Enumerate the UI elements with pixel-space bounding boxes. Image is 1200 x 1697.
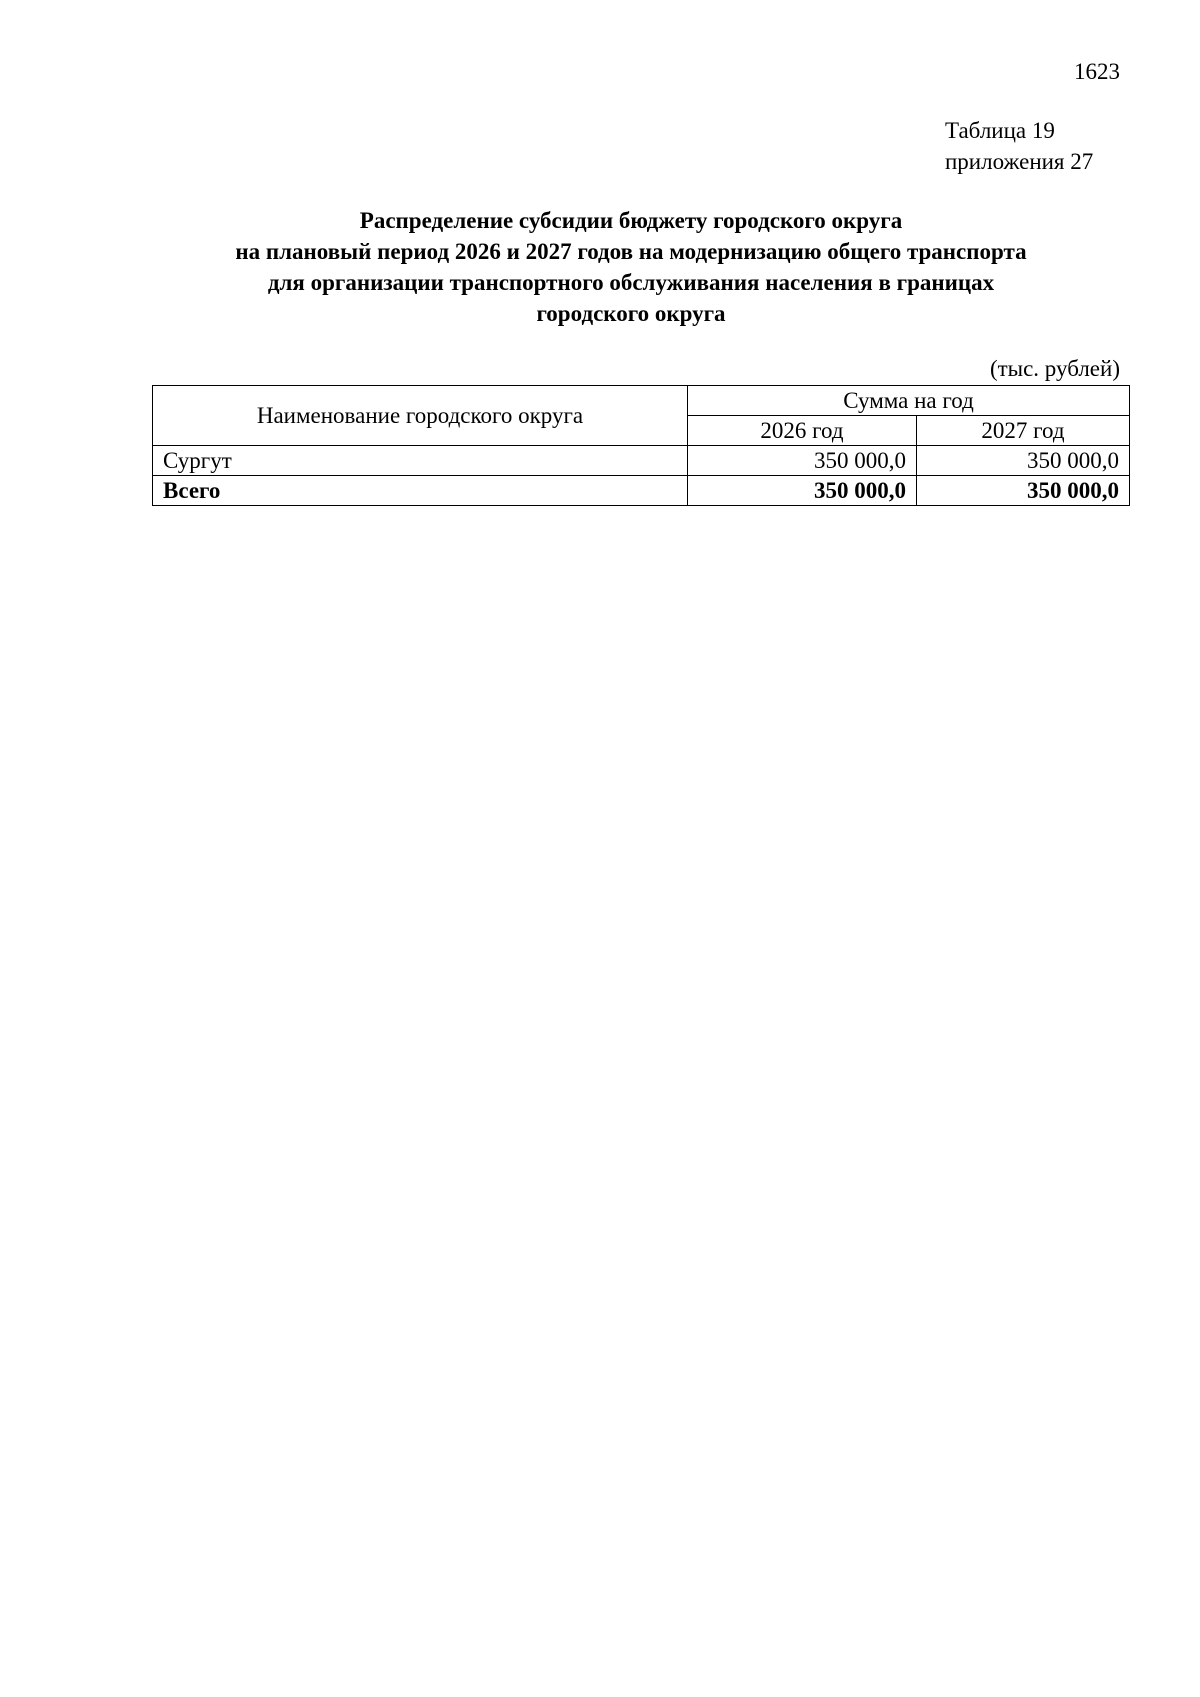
title-line: на плановый период 2026 и 2027 годов на модернизацию общего транспорта: [235, 239, 1027, 264]
table-reference: [945, 115, 1093, 177]
table-total-row: [153, 476, 1130, 506]
row-value-2026: 350 000,0: [688, 446, 917, 476]
document-title: [150, 205, 1112, 329]
row-name: Сургут: [153, 446, 688, 476]
header-sum-group: Сумма на год: [688, 386, 1130, 416]
total-value-2026: 350 000,0: [688, 476, 917, 506]
table-reference-line: приложения 27: [945, 149, 1094, 174]
units-label: (тыс. рублей): [989, 356, 1120, 381]
subsidy-table: [152, 385, 1130, 506]
table-row: [153, 446, 1130, 476]
row-value-2027: 350 000,0: [917, 446, 1130, 476]
title-line: Распределение субсидии бюджету городского округа: [359, 208, 903, 233]
total-label: Всего: [153, 476, 688, 506]
table-header-row: [153, 386, 1130, 416]
total-value-2027: 350 000,0: [917, 476, 1130, 506]
page-number: 1623: [1074, 59, 1120, 84]
header-name-column: Наименование городского округа: [153, 386, 688, 446]
title-line: городского округа: [536, 301, 726, 326]
header-year-2027: 2027 год: [917, 416, 1130, 446]
title-line: для организации транспортного обслуживания населения в границах: [267, 270, 995, 295]
header-year-2026: 2026 год: [688, 416, 917, 446]
table-reference-line: Таблица 19: [945, 118, 1055, 143]
